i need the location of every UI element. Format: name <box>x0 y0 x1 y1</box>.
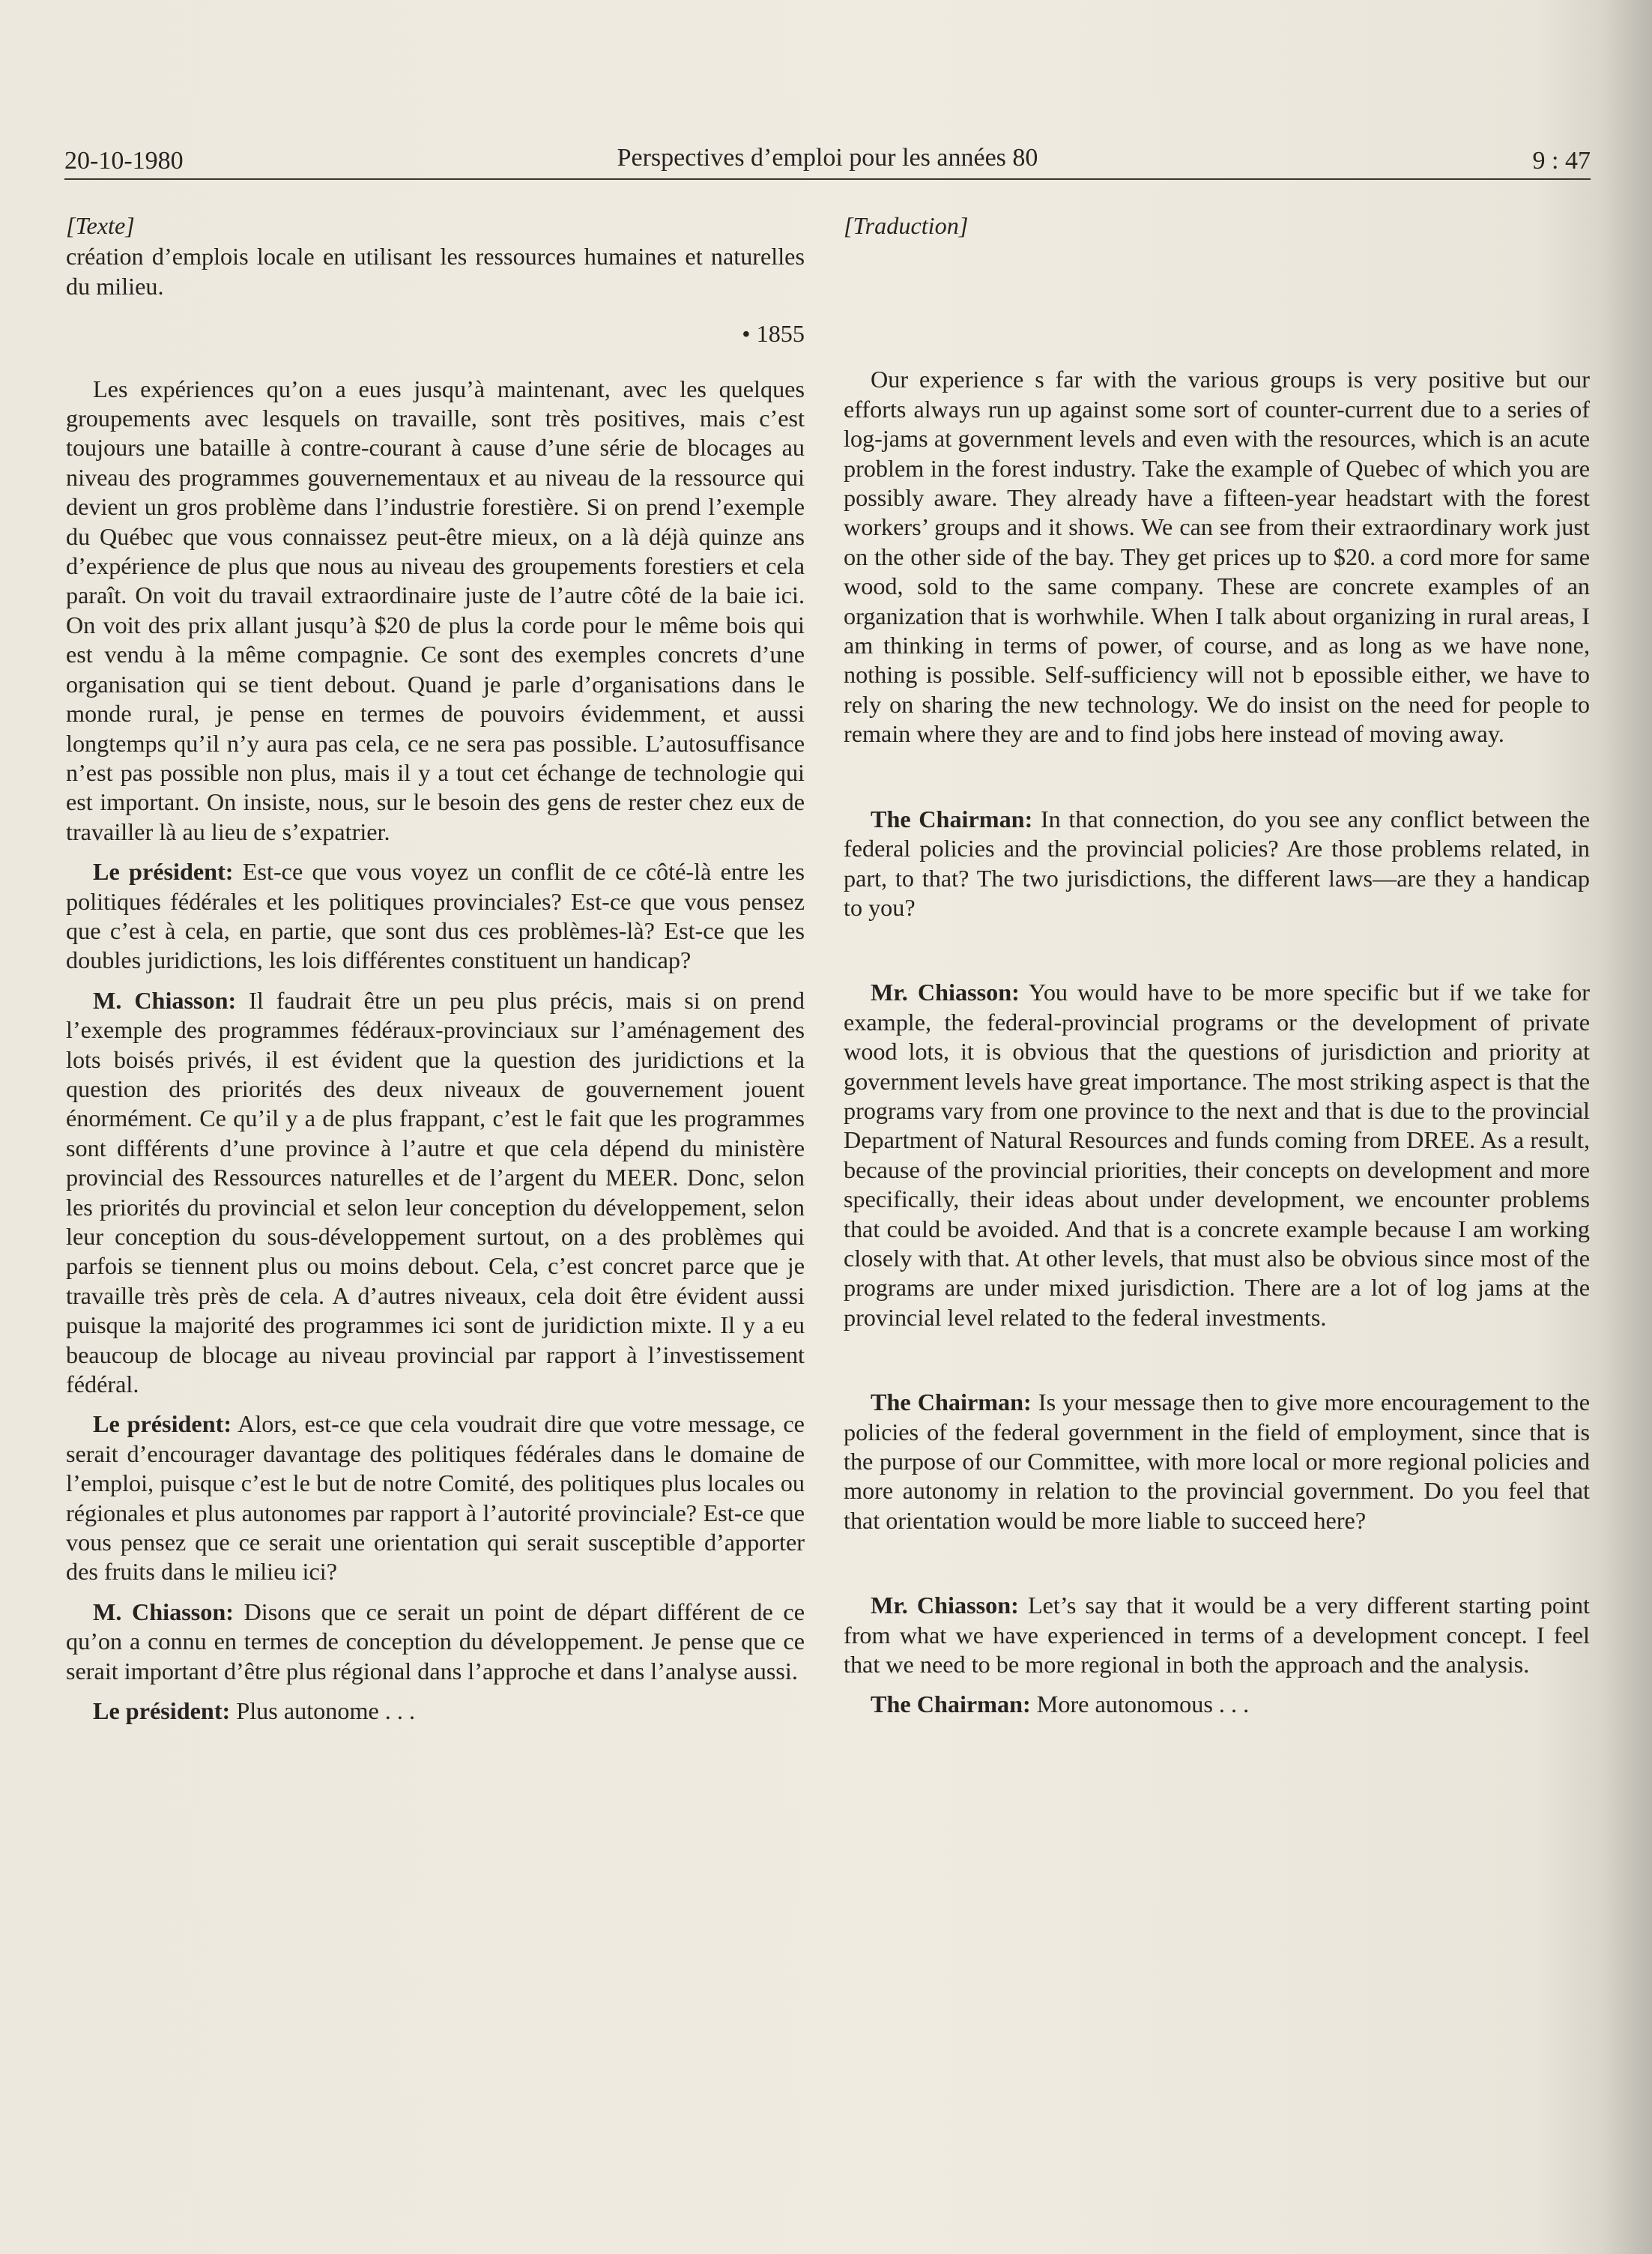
speech-paragraph: Le président: Plus autonome . . . <box>93 1697 416 1725</box>
speaker-label: Le président: <box>93 1697 231 1725</box>
speech-paragraph: The Chairman: In that connection, do you see any conflict between the federal policies and the provincial policies? Are those problems related, in part, to that? The two jurisdictions, the different laws—are they a handicap to you? <box>844 805 1591 921</box>
speech-paragraph: Le président: Alors, est-ce que cela voudrait dire que votre message, ce serait d’encourager davantage des politiques fédérales dans le domaine de l’emploi, puisque c’est le but de notre Comité, des politiques plus locales ou régionales et plus autonomes par rapport à l’autorité provinciale? Est-ce que vous pensez que ce serait une orientation qui serait susceptible d’apporter des fruits dans le milieu ici? <box>66 1410 805 1586</box>
speech-paragraph: Mr. Chiasson: Let’s say that it would be a very different starting point from what we have experienced in terms of a development concept. I feel that we need to be more regional in both the approach and the analysis. <box>844 1592 1590 1679</box>
speech-paragraph: The Chairman: Is your message then to give more encouragement to the policies of the federal government in the field of employment, since that is the purpose of our Committee, with more local or more regional policies and more autonomy in relation to the provincial government. Do you feel that that orientation would be more liable to succeed here? <box>844 1389 1591 1534</box>
speaker-label: Mr. Chiasson: <box>871 1592 1019 1619</box>
testimony-paragraph: Les expériences qu’on a eues jusqu’à maintenant, avec les quelques groupements avec lesquels on travaille, sont très positives, mais c’est toujours une bataille à contre-courant à cause d’une série de blocages au niveau des programmes gouvernementaux et au niveau de la ressource qui devient un gros problème dans l’industrie forestière. Si on prend l’exemple du Québec que vous connaissez peut-être mieux, on a là déjà quinze ans d’expérience de plus que nous au niveau des groupements forestiers et cela paraît. On voit du travail extraordinaire juste de l’autre côté de la baie ici. On voit des prix allant jusqu’à $20 de plus la corde pour le même bois qui est vendu à la même compagnie. Ce sont des exemples concrets d’une organisation qui se tient debout. Quand je parle d’organisations dans le monde rural, je pense en termes de pouvoirs évidemment, et aussi longtemps qu’il n’y aura pas cela, ce ne sera pas possible. L’autosuffisance n’est pas possible non plus, mais il y a tout cet échange de technologie qui est important. On insiste, nous, sur le besoin des gens de rester chez eux de travailler là au lieu de s’expatrier. <box>66 375 805 845</box>
speaker-label: M. Chiasson: <box>93 986 237 1014</box>
speech-paragraph: M. Chiasson: Disons que ce serait un point de départ différent de ce qu’on a connu en termes de conception du développement. Je pense que ce serait important d’être plus régional dans l’approche et dans l’analyse aussi. <box>66 1598 805 1685</box>
header-page-number: 9 : 47 <box>1532 147 1591 175</box>
speaker-label: Mr. Chiasson: <box>871 979 1020 1006</box>
texte-marker: [Texte] <box>66 212 135 239</box>
testimony-paragraph: Our experience s far with the various groups is very positive but our efforts always run up against some sort of counter-current due to a series of log-jams at government levels and even with the resources, which is an acute problem in the forest industry. Take the example of Quebec of which you are possibly aware. They already have a fifteen-year headstart with the forest workers’ groups and it shows. We can see from their extraordinary work just on the other side of the bay. They get prices up to $20. a cord more for same wood, sold to the same company. These are concrete examples of an organization that is worhwhile. When I talk about organizing in rural areas, I am thinking in terms of power, of course, and as long as we have none, nothing is possible. Self-sufficiency will not b epossible either, we have to rely on sharing the new technology. We do insist on the need for people to remain where they are and to find jobs here instead of moving away. <box>844 366 1590 748</box>
english-column <box>844 211 1590 1720</box>
running-header <box>64 132 1591 180</box>
speech-paragraph: The Chairman: More autonomous . . . <box>871 1690 1250 1718</box>
header-title: Perspectives d’emploi pour les années 80 <box>617 144 1038 172</box>
speaker-label: Le président: <box>93 858 234 886</box>
speaker-label: The Chairman: <box>871 805 1033 833</box>
sitting-time: • 1855 <box>742 320 805 348</box>
speech-paragraph: Mr. Chiasson: You would have to be more specific but if we take for example, the federal-provincial programs or the development of private wood lots, it is obvious that the questions of jurisdiction and priority at government levels have great importance. The most striking aspect is that the programs vary from one province to the next and that is due to the provincial Department of Natural Resources and funds coming from DREE. As a result, because of the provincial priorities, their concepts on development and more specifically, their ideas about under development, we encounter problems that could be avoided. And that is a concrete example because I am working closely with that. At other levels, that must also be obvious since most of the programs are under mixed jurisdiction. There are a lot of log jams at the provincial level related to the federal investments. <box>844 979 1590 1331</box>
speaker-label: Le président: <box>93 1410 232 1438</box>
traduction-marker: [Traduction] <box>844 212 969 239</box>
intro-paragraph: création d’emplois locale en utilisant les ressources humaines et naturelles du milieu. <box>66 243 805 300</box>
speaker-label: The Chairman: <box>871 1389 1032 1416</box>
speech-paragraph: Le président: Est-ce que vous voyez un conflit de ce côté-là entre les politiques fédérales et les politiques provinciales? Est-ce que vous pensez que c’est à cela, en partie, que sont dus ces problèmes-là? Est-ce que les doubles juridictions, les lois différentes constituent un handicap? <box>66 858 805 974</box>
header-date: 20-10-1980 <box>64 147 184 175</box>
speaker-label: The Chairman: <box>871 1690 1031 1718</box>
french-column <box>66 211 805 1726</box>
speaker-label: M. Chiasson: <box>93 1598 234 1625</box>
speech-paragraph: M. Chiasson: Il faudrait être un peu plus précis, mais si on prend l’exemple des programmes fédéraux-provinciaux sur l’aménagement des lots boisés privés, il est évident que la question des juridictions et la question des priorités des deux niveaux de gouvernement jouent énormément. Ce qu’il y a de plus frappant, c’est le fait que les programmes sont différents d’une province à l’autre et que cela dépend du ministère provincial des Ressources naturelles et de l’argent du MEER. Donc, selon les priorités du provincial et selon leur conception du développement, selon leur conception du sous-développement surtout, on a des problèmes qui parfois se tiennent plus ou moins debout. Cela, c’est concret parce que je travaille très près de cela. A d’autres niveaux, cela doit être évident aussi puisque la majorité des programmes ici sont de juridiction mixte. Il y a eu beaucoup de blocage au niveau provincial par rapport à l’investissement fédéral. <box>66 986 805 1398</box>
